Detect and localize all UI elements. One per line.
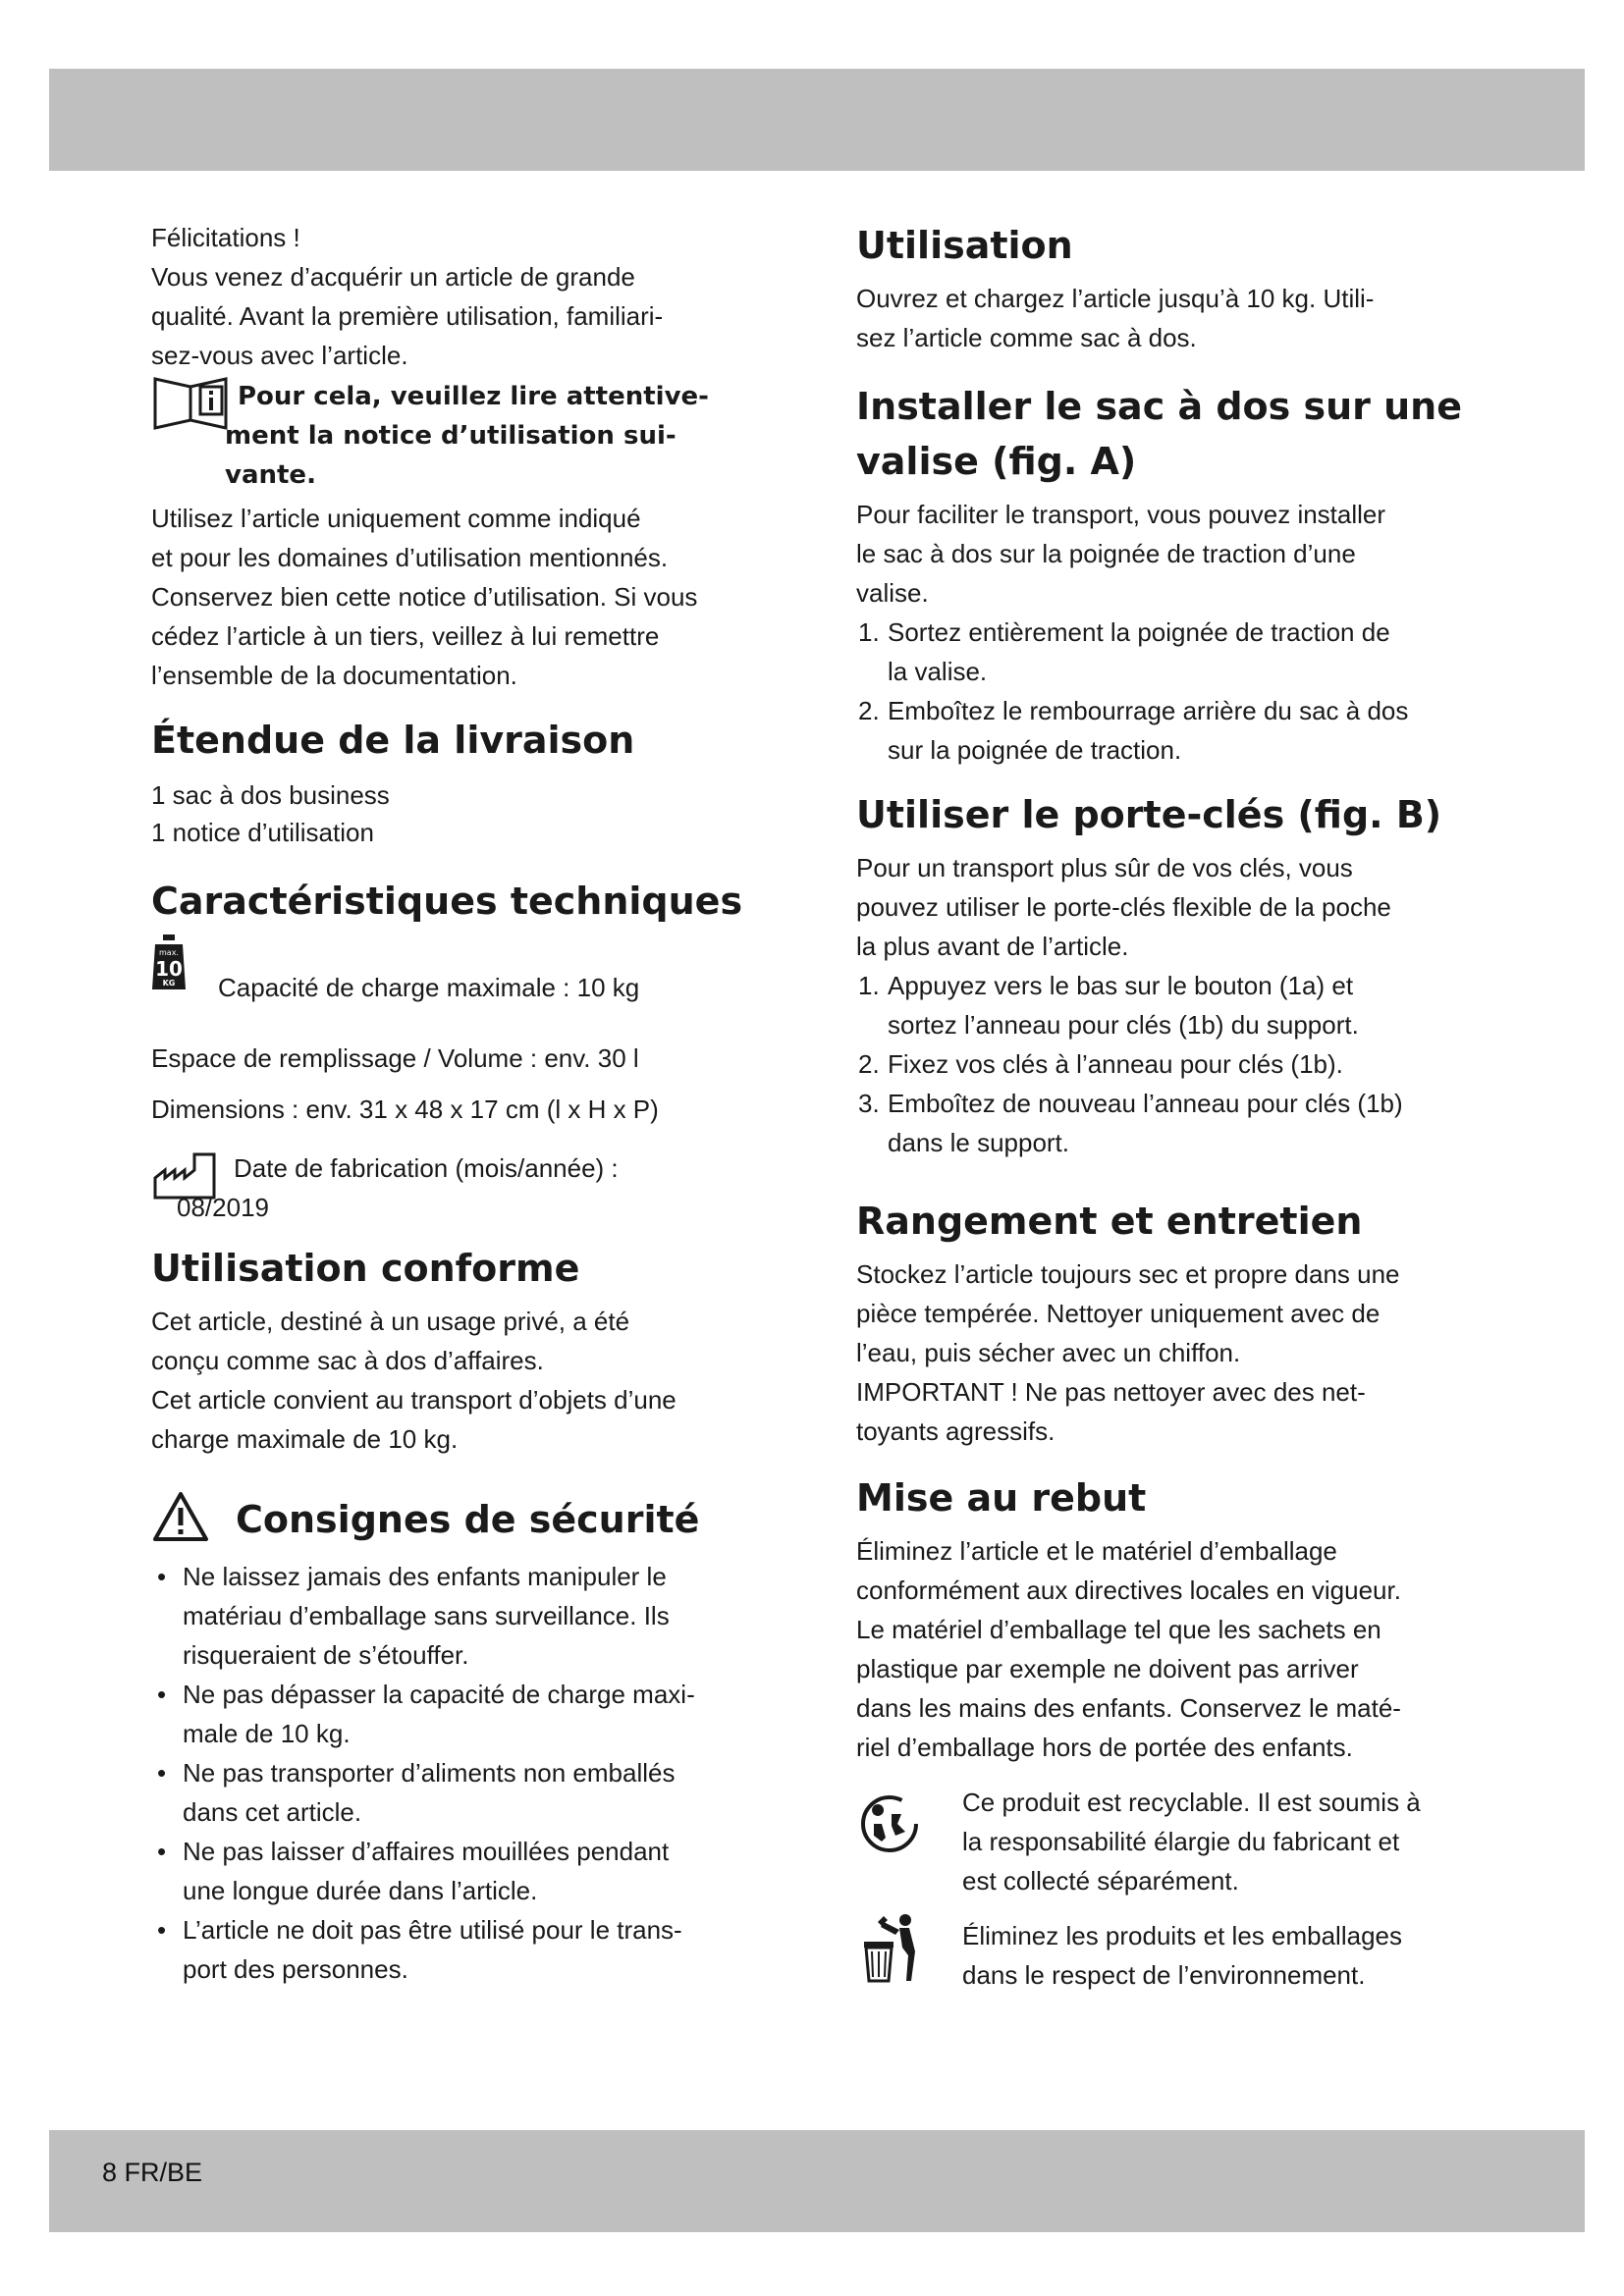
utilisation-heading: Utilisation (856, 224, 1073, 267)
bullet: • (157, 1837, 167, 1866)
recycle-line: la responsabilité élargie du fabricant et (962, 1827, 1400, 1856)
max-weight-icon (151, 931, 187, 997)
list-item: • L’article ne doit pas être utilisé pour le trans- port des personnes. (151, 1910, 780, 1989)
usage-line: et pour les domaines d’utilisation mentionnés. (151, 543, 669, 572)
svg-text:KG: KG (162, 979, 176, 988)
bullet: • (157, 1915, 167, 1945)
list-item: 1. Appuyez vers le bas sur le bouton (1a) et sortez l’anneau pour clés (1b) du support. (858, 971, 1359, 1040)
storage-line: Stockez l’article toujours sec et propre dans une (856, 1259, 1400, 1289)
install-heading: valise (fig. A) (856, 440, 1137, 483)
usage-line: l’ensemble de la documentation. (151, 661, 517, 690)
intended-line: Cet article, destiné à un usage privé, a été (151, 1307, 630, 1336)
note-line: Pour cela, veuillez lire attentive- (238, 382, 709, 411)
spec-capacity: Capacité de charge maximale : 10 kg (218, 973, 640, 1002)
svg-text:max.: max. (159, 948, 179, 957)
recycle-icon (858, 1792, 921, 1859)
intended-line: Cet article convient au transport d’objets d’une (151, 1385, 677, 1415)
usage-line: Conservez bien cette notice d’utilisation. Si vous (151, 582, 698, 612)
svg-text:10: 10 (155, 957, 183, 981)
safety-list (151, 1557, 780, 1989)
intended-line: charge maximale de 10 kg. (151, 1424, 459, 1454)
list-item: 3. Emboîtez de nouveau l’anneau pour clés (1b) dans le support. (858, 1089, 1403, 1157)
recycle-line: Ce produit est recyclable. Il est soumis à (962, 1788, 1421, 1817)
disposal-line: Le matériel d’emballage tel que les sachets en (856, 1615, 1381, 1644)
keyholder-heading: Utiliser le porte-clés (fig. B) (856, 793, 1442, 836)
usage-line: cédez l’article à un tiers, veillez à lui remettre (151, 621, 660, 651)
keyholder-steps (856, 966, 1485, 1162)
spec-dimensions: Dimensions : env. 31 x 48 x 17 cm (l x H x P) (151, 1095, 659, 1124)
list-item: • Ne laissez jamais des enfants manipuler le matériau d’emballage sans surveillance. Ils risqueraient de s’étouffer. (151, 1557, 780, 1675)
spec-volume: Espace de remplissage / Volume : env. 30 l (151, 1043, 639, 1073)
list-item: • Ne pas laisser d’affaires mouillées pendant une longue durée dans l’article. (151, 1832, 780, 1910)
intro-line: Vous venez d’acquérir un article de grande (151, 262, 635, 292)
list-item: 2. Emboîtez le rembourrage arrière du sac à dos sur la poignée de traction. (858, 696, 1409, 765)
page-number: 8 FR/BE (102, 2158, 203, 2187)
list-item: • Ne pas dépasser la capacité de charge maxi- male de 10 kg. (151, 1675, 780, 1753)
disposal-line: dans les mains des enfants. Conservez le maté- (856, 1693, 1401, 1723)
intended-use-heading: Utilisation conforme (151, 1247, 580, 1290)
trash-bin-icon (860, 1912, 925, 1989)
delivery-item: 1 sac à dos business (151, 780, 390, 810)
bin-line: Éliminez les produits et les emballages (962, 1921, 1402, 1950)
list-item: 1. Sortez entièrement la poignée de traction de la valise. (858, 617, 1390, 686)
read-manual-icon (151, 375, 232, 438)
utilisation-line: sez l’article comme sac à dos. (856, 323, 1197, 352)
keyholder-line: la plus avant de l’article. (856, 932, 1129, 961)
intro-line: sez-vous avec l’article. (151, 341, 408, 370)
specs-heading: Caractéristiques techniques (151, 880, 743, 923)
spec-manufacture-label: Date de fabrication (mois/année) : (234, 1153, 619, 1183)
keyholder-line: Pour un transport plus sûr de vos clés, vous (856, 853, 1353, 882)
bin-line: dans le respect de l’environnement. (962, 1960, 1366, 1990)
disposal-line: conformément aux directives locales en vigueur. (856, 1575, 1401, 1605)
install-steps (856, 613, 1485, 770)
list-item: • Ne pas transporter d’aliments non emballés dans cet article. (151, 1753, 780, 1832)
storage-line: pièce tempérée. Nettoyer uniquement avec de (856, 1299, 1380, 1328)
header-band (49, 69, 1585, 171)
spec-manufacture-date: 08/2019 (177, 1193, 269, 1222)
storage-line: l’eau, puis sécher avec un chiffon. (856, 1338, 1241, 1367)
keyholder-line: pouvez utiliser le porte-clés flexible de la poche (856, 892, 1391, 922)
bullet: • (157, 1758, 167, 1788)
install-line: Pour faciliter le transport, vous pouvez installer (856, 500, 1386, 529)
disposal-line: plastique par exemple ne doivent pas arriver (856, 1654, 1359, 1683)
delivery-heading: Étendue de la livraison (151, 719, 635, 762)
bullet: • (157, 1680, 167, 1709)
list-item: 2. Fixez vos clés à l’anneau pour clés (1b). (858, 1049, 1343, 1079)
install-line: valise. (856, 578, 929, 608)
safety-heading: Consignes de sécurité (236, 1498, 700, 1541)
install-heading: Installer le sac à dos sur une (856, 385, 1462, 428)
disposal-line: riel d’emballage hors de portée des enfants. (856, 1733, 1353, 1762)
storage-heading: Rangement et entretien (856, 1200, 1363, 1243)
intro-line: qualité. Avant la première utilisation, familiari- (151, 301, 664, 331)
recycle-line: est collecté séparément. (962, 1866, 1239, 1896)
disposal-line: Éliminez l’article et le matériel d’emballage (856, 1536, 1337, 1566)
install-line: le sac à dos sur la poignée de traction d’une (856, 539, 1356, 568)
footer-band (49, 2130, 1585, 2232)
warning-icon (151, 1490, 210, 1547)
storage-line: toyants agressifs. (856, 1416, 1056, 1446)
delivery-item: 1 notice d’utilisation (151, 818, 374, 847)
intro-greeting: Félicitations ! (151, 223, 300, 252)
intended-line: conçu comme sac à dos d’affaires. (151, 1346, 544, 1375)
note-line: ment la notice d’utilisation sui- (225, 421, 677, 451)
bullet: • (157, 1562, 167, 1591)
disposal-heading: Mise au rebut (856, 1476, 1147, 1520)
utilisation-line: Ouvrez et chargez l’article jusqu’à 10 kg. Utili- (856, 284, 1375, 313)
usage-line: Utilisez l’article uniquement comme indiqué (151, 504, 641, 533)
note-line: vante. (225, 460, 316, 490)
storage-line: IMPORTANT ! Ne pas nettoyer avec des net- (856, 1377, 1366, 1407)
